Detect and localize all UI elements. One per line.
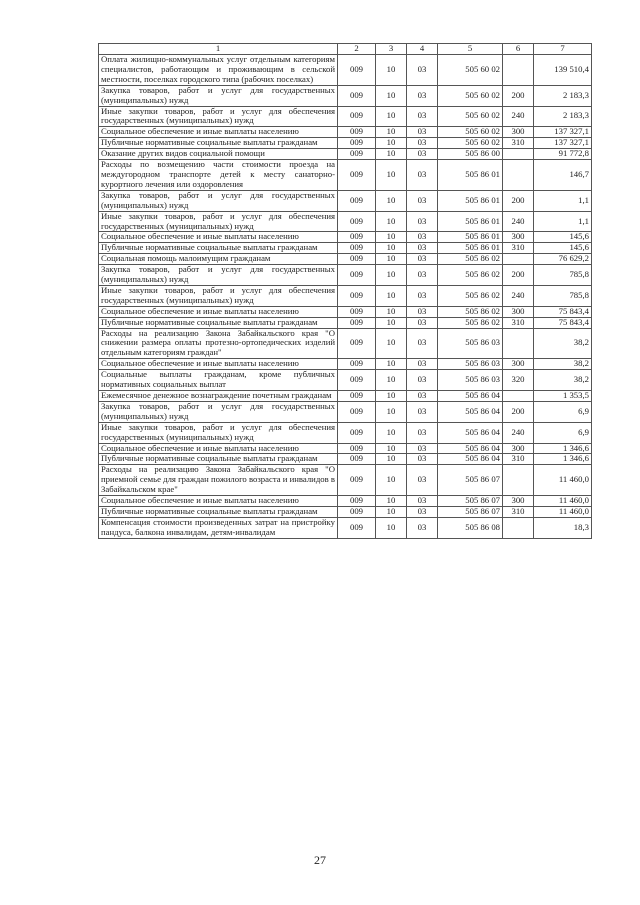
amount-cell: 146,7: [534, 160, 592, 191]
row-name-cell: Публичные нормативные социальные выплаты гражданам: [99, 243, 338, 254]
expense-type-cell: 240: [503, 285, 534, 306]
target-code-cell: 505 86 04: [438, 422, 503, 443]
table-row: [99, 370, 592, 391]
target-code-cell: 505 86 01: [438, 160, 503, 191]
row-name-cell: Закупка товаров, работ и услуг для государственных (муниципальных) нужд: [99, 401, 338, 422]
subsection-cell: 03: [407, 265, 438, 286]
admin-code-cell: 009: [338, 496, 376, 507]
section-cell: 10: [376, 243, 407, 254]
expense-type-cell: [503, 328, 534, 359]
section-cell: 10: [376, 265, 407, 286]
target-code-cell: 505 86 01: [438, 190, 503, 211]
amount-cell: 2 183,3: [534, 85, 592, 106]
target-code-cell: 505 86 04: [438, 443, 503, 454]
subsection-cell: 03: [407, 443, 438, 454]
subsection-cell: 03: [407, 317, 438, 328]
expense-type-cell: 240: [503, 106, 534, 127]
header-cell: 4: [407, 44, 438, 55]
subsection-cell: 03: [407, 391, 438, 402]
row-name-cell: Закупка товаров, работ и услуг для государственных (муниципальных) нужд: [99, 265, 338, 286]
admin-code-cell: 009: [338, 454, 376, 465]
row-name-cell: Социальное обеспечение и иные выплаты населению: [99, 443, 338, 454]
admin-code-cell: 009: [338, 85, 376, 106]
subsection-cell: 03: [407, 401, 438, 422]
header-cell: 2: [338, 44, 376, 55]
subsection-cell: 03: [407, 254, 438, 265]
target-code-cell: 505 86 04: [438, 401, 503, 422]
expense-type-cell: 310: [503, 506, 534, 517]
header-cell: 7: [534, 44, 592, 55]
target-code-cell: 505 86 02: [438, 265, 503, 286]
amount-cell: 139 510,4: [534, 55, 592, 86]
amount-cell: 2 183,3: [534, 106, 592, 127]
table-row: [99, 328, 592, 359]
admin-code-cell: 009: [338, 106, 376, 127]
admin-code-cell: 009: [338, 401, 376, 422]
amount-cell: 145,6: [534, 232, 592, 243]
expense-type-cell: 240: [503, 422, 534, 443]
row-name-cell: Ежемесячное денежное вознаграждение почетным гражданам: [99, 391, 338, 402]
section-cell: 10: [376, 443, 407, 454]
row-name-cell: Компенсация стоимости произведенных затрат на пристройку пандуса, балкона инвалидам, детям-инвалидам: [99, 517, 338, 538]
amount-cell: 91 772,8: [534, 149, 592, 160]
row-name-cell: Публичные нормативные социальные выплаты гражданам: [99, 138, 338, 149]
row-name-cell: Социальное обеспечение и иные выплаты населению: [99, 496, 338, 507]
table-row: [99, 243, 592, 254]
target-code-cell: 505 60 02: [438, 55, 503, 86]
section-cell: 10: [376, 401, 407, 422]
expense-type-cell: 310: [503, 243, 534, 254]
expense-type-cell: 300: [503, 359, 534, 370]
target-code-cell: 505 86 07: [438, 506, 503, 517]
section-cell: 10: [376, 285, 407, 306]
expense-type-cell: 240: [503, 211, 534, 232]
row-name-cell: Закупка товаров, работ и услуг для государственных (муниципальных) нужд: [99, 190, 338, 211]
admin-code-cell: 009: [338, 55, 376, 86]
amount-cell: 38,2: [534, 359, 592, 370]
target-code-cell: 505 60 02: [438, 106, 503, 127]
admin-code-cell: 009: [338, 317, 376, 328]
amount-cell: 137 327,1: [534, 138, 592, 149]
table-row: [99, 517, 592, 538]
section-cell: 10: [376, 391, 407, 402]
subsection-cell: 03: [407, 328, 438, 359]
table-row: [99, 359, 592, 370]
subsection-cell: 03: [407, 160, 438, 191]
section-cell: 10: [376, 328, 407, 359]
target-code-cell: 505 86 03: [438, 370, 503, 391]
target-code-cell: 505 60 02: [438, 138, 503, 149]
subsection-cell: 03: [407, 55, 438, 86]
subsection-cell: 03: [407, 370, 438, 391]
amount-cell: 1 353,5: [534, 391, 592, 402]
expense-type-cell: 200: [503, 401, 534, 422]
amount-cell: 1,1: [534, 211, 592, 232]
expense-type-cell: [503, 160, 534, 191]
table-row: [99, 85, 592, 106]
expense-type-cell: 310: [503, 454, 534, 465]
section-cell: 10: [376, 306, 407, 317]
section-cell: 10: [376, 517, 407, 538]
row-name-cell: Оплата жилищно-коммунальных услуг отдельным категориям специалистов, работающим и проживающим в сельской местности, поселках городского типа (рабочих поселках): [99, 55, 338, 86]
row-name-cell: Расходы на реализацию Закона Забайкальского края "О снижении размера оплаты протезно-ортопедических изделий отдельным категориям граждан": [99, 328, 338, 359]
target-code-cell: 505 86 03: [438, 328, 503, 359]
table-row: [99, 127, 592, 138]
row-name-cell: Иные закупки товаров, работ и услуг для обеспечения государственных (муниципальных) нужд: [99, 422, 338, 443]
amount-cell: 18,3: [534, 517, 592, 538]
subsection-cell: 03: [407, 211, 438, 232]
table-row: [99, 506, 592, 517]
target-code-cell: 505 60 02: [438, 127, 503, 138]
table-row: [99, 149, 592, 160]
target-code-cell: 505 86 02: [438, 254, 503, 265]
table-row: [99, 496, 592, 507]
table-row: [99, 55, 592, 86]
admin-code-cell: 009: [338, 265, 376, 286]
subsection-cell: 03: [407, 138, 438, 149]
admin-code-cell: 009: [338, 160, 376, 191]
section-cell: 10: [376, 211, 407, 232]
amount-cell: 785,8: [534, 285, 592, 306]
section-cell: 10: [376, 506, 407, 517]
subsection-cell: 03: [407, 106, 438, 127]
table-row: [99, 401, 592, 422]
table-row: [99, 285, 592, 306]
row-name-cell: Публичные нормативные социальные выплаты гражданам: [99, 317, 338, 328]
subsection-cell: 03: [407, 232, 438, 243]
table-row: [99, 465, 592, 496]
row-name-cell: Закупка товаров, работ и услуг для государственных (муниципальных) нужд: [99, 85, 338, 106]
row-name-cell: Иные закупки товаров, работ и услуг для обеспечения государственных (муниципальных) нужд: [99, 106, 338, 127]
target-code-cell: 505 60 02: [438, 85, 503, 106]
subsection-cell: 03: [407, 422, 438, 443]
subsection-cell: 03: [407, 517, 438, 538]
header-cell: 3: [376, 44, 407, 55]
table-row: [99, 232, 592, 243]
table-row: [99, 211, 592, 232]
table-row: [99, 443, 592, 454]
header-cell: 1: [99, 44, 338, 55]
admin-code-cell: 009: [338, 517, 376, 538]
header-cell: 6: [503, 44, 534, 55]
expense-type-cell: [503, 465, 534, 496]
target-code-cell: 505 86 02: [438, 317, 503, 328]
target-code-cell: 505 86 02: [438, 285, 503, 306]
row-name-cell: Социальные выплаты гражданам, кроме публичных нормативных социальных выплат: [99, 370, 338, 391]
section-cell: 10: [376, 254, 407, 265]
budget-table: [98, 43, 592, 539]
expense-type-cell: 200: [503, 190, 534, 211]
admin-code-cell: 009: [338, 127, 376, 138]
target-code-cell: 505 86 03: [438, 359, 503, 370]
amount-cell: 145,6: [534, 243, 592, 254]
expense-type-cell: [503, 55, 534, 86]
table-header-row: [99, 44, 592, 55]
table-row: [99, 391, 592, 402]
table-row: [99, 190, 592, 211]
admin-code-cell: 009: [338, 422, 376, 443]
subsection-cell: 03: [407, 454, 438, 465]
row-name-cell: Социальное обеспечение и иные выплаты населению: [99, 127, 338, 138]
admin-code-cell: 009: [338, 465, 376, 496]
table-row: [99, 265, 592, 286]
expense-type-cell: 200: [503, 85, 534, 106]
subsection-cell: 03: [407, 127, 438, 138]
subsection-cell: 03: [407, 306, 438, 317]
target-code-cell: 505 86 00: [438, 149, 503, 160]
amount-cell: 11 460,0: [534, 496, 592, 507]
admin-code-cell: 009: [338, 149, 376, 160]
table-row: [99, 254, 592, 265]
expense-type-cell: 310: [503, 138, 534, 149]
expense-type-cell: 300: [503, 443, 534, 454]
section-cell: 10: [376, 465, 407, 496]
section-cell: 10: [376, 106, 407, 127]
section-cell: 10: [376, 496, 407, 507]
subsection-cell: 03: [407, 496, 438, 507]
subsection-cell: 03: [407, 465, 438, 496]
table-row: [99, 106, 592, 127]
target-code-cell: 505 86 01: [438, 232, 503, 243]
amount-cell: 38,2: [534, 370, 592, 391]
admin-code-cell: 009: [338, 506, 376, 517]
amount-cell: 6,9: [534, 422, 592, 443]
subsection-cell: 03: [407, 85, 438, 106]
section-cell: 10: [376, 232, 407, 243]
table-row: [99, 306, 592, 317]
amount-cell: 11 460,0: [534, 465, 592, 496]
row-name-cell: Расходы по возмещению части стоимости проезда на междугородном транспорте детей к месту санаторно-курортного лечения или оздоровления: [99, 160, 338, 191]
target-code-cell: 505 86 01: [438, 211, 503, 232]
expense-type-cell: 300: [503, 232, 534, 243]
admin-code-cell: 009: [338, 443, 376, 454]
section-cell: 10: [376, 127, 407, 138]
admin-code-cell: 009: [338, 328, 376, 359]
header-cell: 5: [438, 44, 503, 55]
row-name-cell: Социальное обеспечение и иные выплаты населению: [99, 359, 338, 370]
admin-code-cell: 009: [338, 306, 376, 317]
amount-cell: 1 346,6: [534, 454, 592, 465]
table-row: [99, 422, 592, 443]
target-code-cell: 505 86 07: [438, 496, 503, 507]
amount-cell: 785,8: [534, 265, 592, 286]
row-name-cell: Оказание других видов социальной помощи: [99, 149, 338, 160]
amount-cell: 6,9: [534, 401, 592, 422]
admin-code-cell: 009: [338, 138, 376, 149]
target-code-cell: 505 86 07: [438, 465, 503, 496]
target-code-cell: 505 86 04: [438, 391, 503, 402]
admin-code-cell: 009: [338, 391, 376, 402]
amount-cell: 137 327,1: [534, 127, 592, 138]
amount-cell: 38,2: [534, 328, 592, 359]
section-cell: 10: [376, 359, 407, 370]
table-row: [99, 454, 592, 465]
subsection-cell: 03: [407, 285, 438, 306]
row-name-cell: Социальное обеспечение и иные выплаты населению: [99, 232, 338, 243]
row-name-cell: Расходы на реализацию Закона Забайкальского края "О приемной семье для граждан пожилого возраста и инвалидов в Забайкальском крае": [99, 465, 338, 496]
amount-cell: 75 843,4: [534, 306, 592, 317]
amount-cell: 76 629,2: [534, 254, 592, 265]
target-code-cell: 505 86 08: [438, 517, 503, 538]
expense-type-cell: 320: [503, 370, 534, 391]
admin-code-cell: 009: [338, 190, 376, 211]
section-cell: 10: [376, 160, 407, 191]
expense-type-cell: 300: [503, 127, 534, 138]
amount-cell: 1,1: [534, 190, 592, 211]
amount-cell: 75 843,4: [534, 317, 592, 328]
expense-type-cell: [503, 254, 534, 265]
admin-code-cell: 009: [338, 243, 376, 254]
row-name-cell: Иные закупки товаров, работ и услуг для обеспечения государственных (муниципальных) нужд: [99, 211, 338, 232]
subsection-cell: 03: [407, 506, 438, 517]
expense-type-cell: [503, 149, 534, 160]
table-body: [99, 44, 592, 539]
section-cell: 10: [376, 370, 407, 391]
subsection-cell: 03: [407, 359, 438, 370]
expense-type-cell: 300: [503, 306, 534, 317]
admin-code-cell: 009: [338, 211, 376, 232]
row-name-cell: Публичные нормативные социальные выплаты гражданам: [99, 506, 338, 517]
row-name-cell: Социальное обеспечение и иные выплаты населению: [99, 306, 338, 317]
expense-type-cell: 300: [503, 496, 534, 507]
amount-cell: 11 460,0: [534, 506, 592, 517]
admin-code-cell: 009: [338, 359, 376, 370]
row-name-cell: Публичные нормативные социальные выплаты гражданам: [99, 454, 338, 465]
amount-cell: 1 346,6: [534, 443, 592, 454]
section-cell: 10: [376, 149, 407, 160]
page-number: 27: [314, 853, 326, 867]
target-code-cell: 505 86 01: [438, 243, 503, 254]
table-row: [99, 160, 592, 191]
table-row: [99, 317, 592, 328]
admin-code-cell: 009: [338, 254, 376, 265]
target-code-cell: 505 86 02: [438, 306, 503, 317]
table-row: [99, 138, 592, 149]
admin-code-cell: 009: [338, 232, 376, 243]
subsection-cell: 03: [407, 243, 438, 254]
admin-code-cell: 009: [338, 370, 376, 391]
row-name-cell: Иные закупки товаров, работ и услуг для обеспечения государственных (муниципальных) нужд: [99, 285, 338, 306]
expense-type-cell: [503, 391, 534, 402]
section-cell: 10: [376, 317, 407, 328]
row-name-cell: Социальная помощь малоимущим гражданам: [99, 254, 338, 265]
subsection-cell: 03: [407, 190, 438, 211]
expense-type-cell: 310: [503, 317, 534, 328]
section-cell: 10: [376, 85, 407, 106]
section-cell: 10: [376, 422, 407, 443]
section-cell: 10: [376, 138, 407, 149]
expense-type-cell: 200: [503, 265, 534, 286]
section-cell: 10: [376, 454, 407, 465]
section-cell: 10: [376, 55, 407, 86]
target-code-cell: 505 86 04: [438, 454, 503, 465]
expense-type-cell: [503, 517, 534, 538]
admin-code-cell: 009: [338, 285, 376, 306]
subsection-cell: 03: [407, 149, 438, 160]
section-cell: 10: [376, 190, 407, 211]
